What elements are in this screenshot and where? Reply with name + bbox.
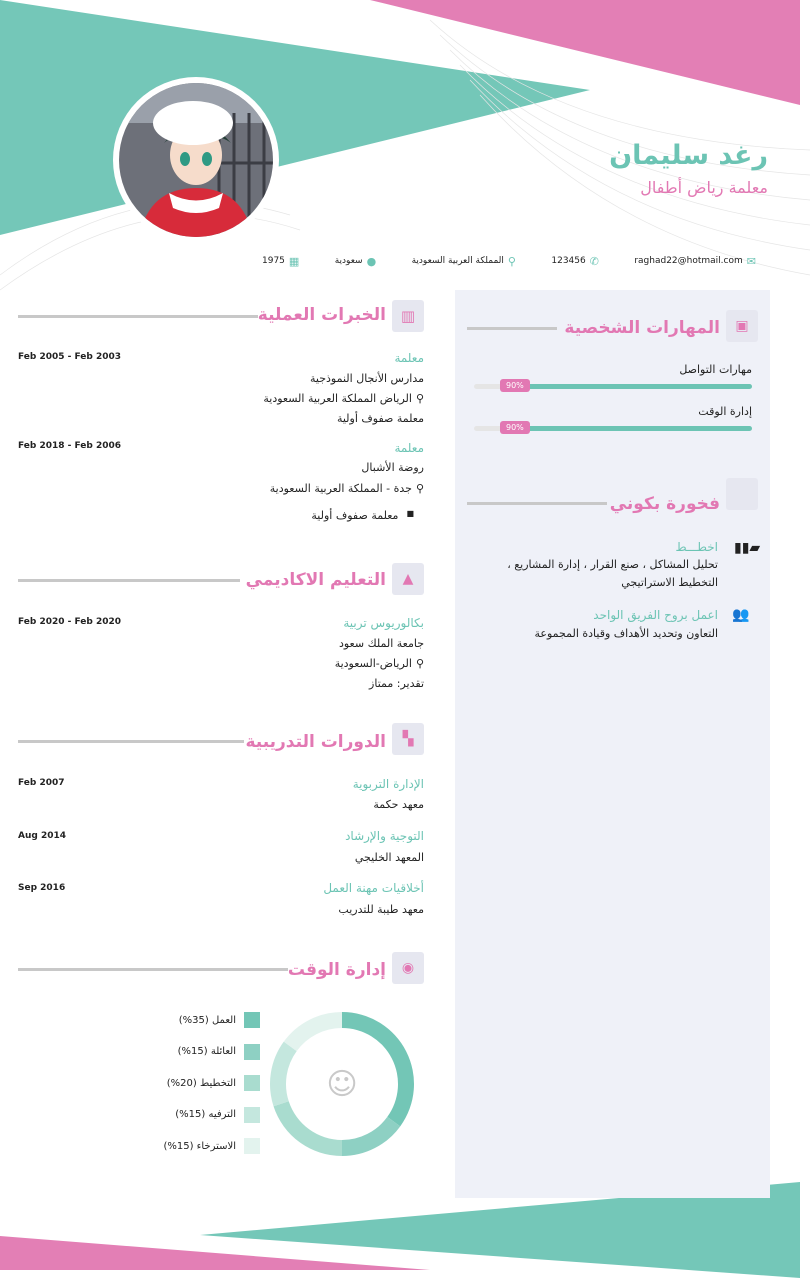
education-1-degree: بكالوريوس تربية bbox=[343, 616, 424, 630]
education-1-grade: تقدير: ممتاز bbox=[369, 677, 424, 690]
about-1-text1: تحليل المشاكل ، صنع القرار ، إدارة المشاريع ، bbox=[507, 558, 718, 571]
donut-slice-3 bbox=[274, 1101, 342, 1156]
course-2-date: Aug 2014 bbox=[18, 831, 66, 841]
experience-section-icon bbox=[392, 300, 424, 332]
skill-1-name: مهارات التواصل bbox=[679, 363, 752, 376]
legend-label: العمل (35%) bbox=[178, 1014, 236, 1026]
location: المملكة العربية السعودية bbox=[411, 256, 504, 266]
course-3-org: معهد طيبة للتدريب bbox=[338, 903, 424, 916]
head-icon: ◉ bbox=[401, 960, 415, 976]
email[interactable]: raghad22@hotmail.com bbox=[634, 256, 743, 266]
courses-divider bbox=[18, 740, 244, 743]
legend-label: التخطيط (20%) bbox=[166, 1077, 236, 1089]
legend-item bbox=[130, 1044, 260, 1060]
head-icon: ☺ bbox=[326, 1067, 358, 1102]
donut-slice-5 bbox=[284, 1012, 342, 1051]
legend-swatch bbox=[244, 1107, 260, 1123]
experience-1-place: الرياض المملكة العربية السعودية bbox=[263, 392, 412, 405]
about-1-heading: اخطـــط bbox=[675, 540, 718, 554]
nationality: سعودية bbox=[334, 256, 363, 266]
books-icon: ▮▮▰ bbox=[734, 540, 761, 556]
course-1-org: معهد حكمة bbox=[373, 798, 424, 811]
skill-1-fill bbox=[502, 384, 752, 389]
skills-section-icon bbox=[726, 310, 758, 342]
legend-item bbox=[130, 1138, 260, 1154]
legend-swatch bbox=[244, 1138, 260, 1154]
experience-1-desc: معلمة صفوف أولية bbox=[336, 412, 424, 425]
location-pin-icon: ⚲ bbox=[415, 657, 424, 670]
experience-2-desc-row bbox=[311, 509, 414, 522]
donut-slice-2 bbox=[342, 1117, 400, 1156]
experience-2-place: جدة - المملكة العربية السعودية bbox=[269, 482, 412, 495]
skills-divider bbox=[467, 327, 557, 330]
legend-item bbox=[130, 1012, 260, 1028]
experience-2-org: روضة الأشبال bbox=[361, 461, 424, 474]
about-section-icon bbox=[726, 478, 758, 510]
experience-1-org: مدارس الأنجال النموذجية bbox=[310, 372, 424, 385]
skill-2-name: إدارة الوقت bbox=[698, 405, 752, 418]
experience-2-desc: معلمة صفوف أولية bbox=[311, 509, 399, 522]
education-title: التعليم الاكاديمي bbox=[245, 570, 386, 590]
course-1-date: Feb 2007 bbox=[18, 778, 65, 788]
donut-slice-4 bbox=[270, 1042, 297, 1107]
job-title: معلمة رياض أطفال bbox=[640, 178, 768, 197]
email-icon: ✉ bbox=[746, 254, 756, 268]
legend-label: الاسترخاء (15%) bbox=[163, 1140, 236, 1152]
education-section-icon bbox=[392, 563, 424, 595]
birth-year: 1975 bbox=[262, 256, 285, 266]
courses-title: الدورات التدريبية bbox=[245, 732, 386, 752]
education-1-place: الرياض-السعودية bbox=[334, 657, 412, 670]
building-icon: ▥ bbox=[400, 307, 416, 325]
experience-1-place-row bbox=[263, 392, 424, 405]
time-donut-chart bbox=[268, 1010, 416, 1158]
location-pin-icon: ⚲ bbox=[415, 482, 424, 495]
education-divider bbox=[18, 579, 240, 582]
certificate-icon: ▣ bbox=[735, 318, 749, 334]
courses-section-icon bbox=[392, 723, 424, 755]
experience-title: الخبرات العملية bbox=[257, 305, 386, 325]
skill-2-bar bbox=[474, 423, 752, 432]
about-1-text2: التخطيط الاستراتيجي bbox=[621, 576, 718, 589]
experience-2-role: معلمة bbox=[394, 441, 424, 455]
experience-2-place-row bbox=[270, 482, 424, 495]
course-3-date: Sep 2016 bbox=[18, 883, 66, 893]
contact-bar bbox=[262, 253, 756, 269]
course-2-name: التوجية والإرشاد bbox=[345, 829, 424, 843]
legend-label: الترفيه (15%) bbox=[175, 1109, 236, 1120]
about-2-heading: اعمل بروح الفريق الواحد bbox=[593, 608, 718, 622]
bullet-icon: ■ bbox=[406, 509, 414, 518]
experience-1-dates: Feb 2005 - Feb 2003 bbox=[18, 352, 122, 362]
education-1-place-row bbox=[335, 657, 424, 670]
skill-1-bar bbox=[474, 381, 752, 390]
legend-swatch bbox=[244, 1044, 260, 1060]
legend-item bbox=[130, 1075, 260, 1091]
about-title: فخورة بكوني bbox=[609, 494, 720, 514]
legend-swatch bbox=[244, 1075, 260, 1091]
skill-1-percent: 90% bbox=[500, 379, 530, 392]
profile-photo bbox=[113, 77, 279, 243]
location-pin-icon: ⚲ bbox=[507, 254, 516, 268]
experience-1-role: معلمة bbox=[394, 351, 424, 365]
time-legend bbox=[130, 1012, 260, 1154]
phone: 123456 bbox=[551, 256, 586, 266]
windows-icon: ▚ bbox=[402, 731, 414, 747]
course-3-name: أخلاقيات مهنة العمل bbox=[323, 881, 424, 895]
legend-swatch bbox=[244, 1012, 260, 1028]
education-1-school: جامعة الملك سعود bbox=[338, 637, 424, 650]
calendar-icon: ▦ bbox=[288, 254, 300, 268]
course-2-org: المعهد الخليجي bbox=[354, 851, 424, 864]
education-1-dates: Feb 2020 - Feb 2020 bbox=[18, 617, 122, 627]
course-1-name: الإدارة التربوية bbox=[352, 777, 424, 791]
avatar-illustration bbox=[119, 83, 273, 237]
about-2-text1: التعاون وتحديد الأهداف وقيادة المجموعة bbox=[534, 627, 718, 640]
time-title: إدارة الوقت bbox=[287, 960, 386, 980]
skill-2-percent: 90% bbox=[500, 421, 530, 434]
graduation-cap-icon: ▲ bbox=[402, 571, 414, 587]
experience-divider bbox=[18, 315, 258, 318]
globe-icon: ● bbox=[366, 254, 377, 268]
legend-item bbox=[130, 1107, 260, 1123]
experience-2-dates: Feb 2018 - Feb 2006 bbox=[18, 441, 122, 451]
full-name: رغد سليمان bbox=[609, 140, 768, 171]
about-divider bbox=[467, 502, 607, 505]
time-section-icon bbox=[392, 952, 424, 984]
location-pin-icon: ⚲ bbox=[415, 392, 424, 405]
legend-label: العائلة (15%) bbox=[177, 1046, 236, 1057]
time-divider bbox=[18, 968, 288, 971]
phone-icon: ✆ bbox=[589, 254, 599, 268]
team-icon: 👥 bbox=[732, 607, 750, 623]
skill-2-fill bbox=[502, 426, 752, 431]
skills-title: المهارات الشخصية bbox=[564, 318, 720, 338]
